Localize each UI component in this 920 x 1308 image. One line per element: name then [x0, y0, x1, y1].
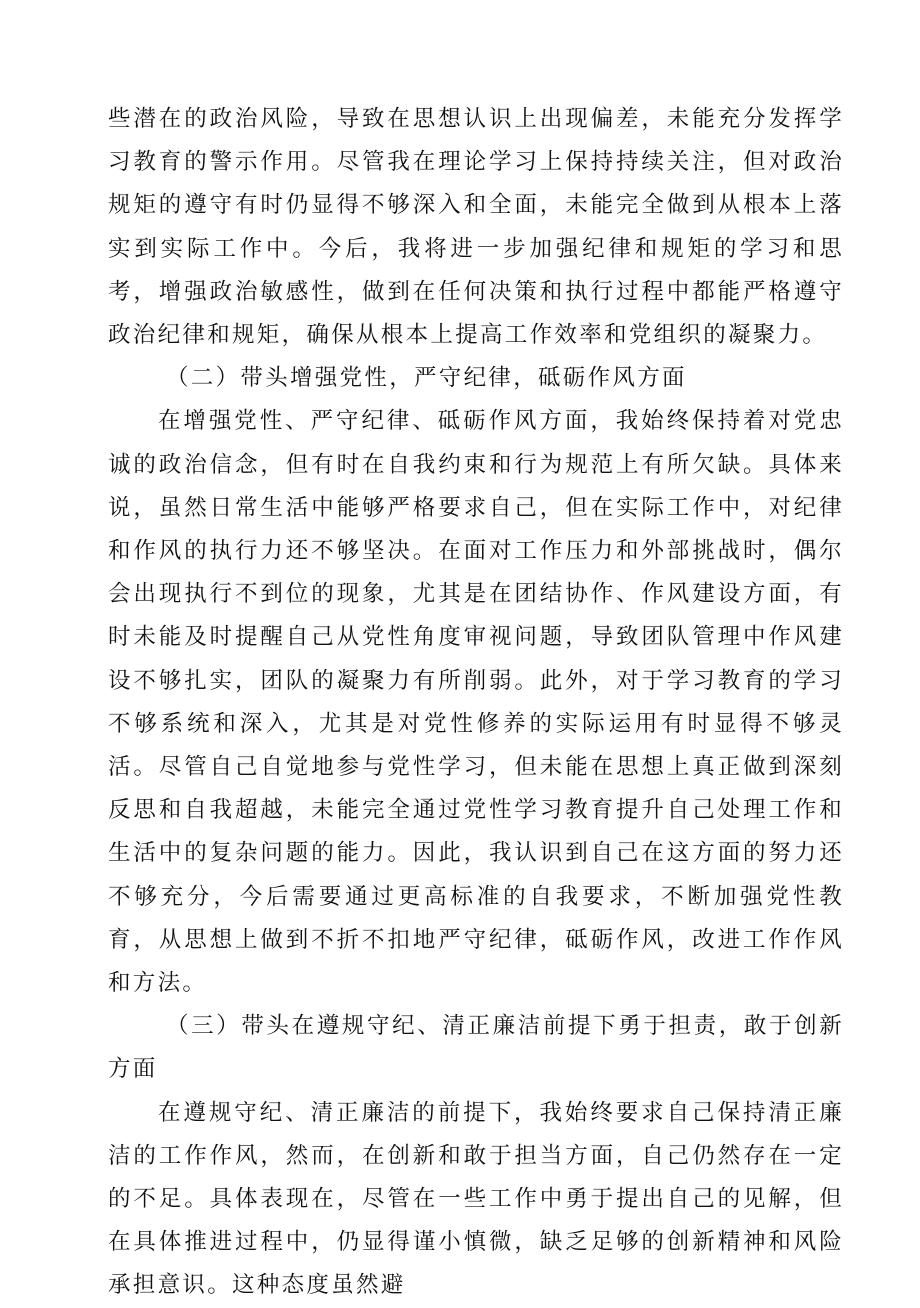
document-page: [108, 98, 844, 1308]
section-heading-3: （三）带头在遵规守纪、清正廉洁前提下勇于担责，敢于创新方面: [108, 1013, 844, 1083]
paragraph-political-risk: 些潜在的政治风险，导致在思想认识上出现偏差，未能充分发挥学习教育的警示作用。尽管我在理论学习上保持持续关注，但对政治规矩的遵守有时仍显得不够深入和全面，未能完全做到从根本上落实到实际工作中。今后，我将进一步加强纪律和规矩的学习和思考，增强政治敏感性，做到在任何决策和执行过程中都能严格遵守政治纪律和规矩，确保从根本上提高工作效率和党组织的凝聚力。: [108, 106, 844, 349]
paragraph-party-spirit: 在增强党性、严守纪律、砥砺作风方面，我始终保持着对党忠诚的政治信念，但有时在自我约束和行为规范上有所欠缺。具体来说，虽然日常生活中能够严格要求自己，但在实际工作中，对纪律和作风的执行力还不够坚决。在面对工作压力和外部挑战时，偶尔会出现执行不到位的现象，尤其是在团结协作、作风建设方面，有时未能及时提醒自己从党性角度审视问题，导致团队管理中作风建设不够扎实，团队的凝聚力有所削弱。此外，对于学习教育的学习不够系统和深入，尤其是对党性修养的实际运用有时显得不够灵活。尽管自己自觉地参与党性学习，但未能在思想上真正做到深刻反思和自我超越，未能完全通过党性学习教育提升自己处理工作和生活中的复杂问题的能力。因此，我认识到自己在这方面的努力还不够充分，今后需要通过更高标准的自我要求，不断加强党性教育，从思想上做到不折不扣地严守纪律，砥砺作风，改进工作作风和方法。: [108, 408, 844, 997]
paragraph-integrity-innovation: 在遵规守纪、清正廉洁的前提下，我始终要求自己保持清正廉洁的工作作风，然而，在创新和敢于担当方面，自己仍然存在一定的不足。具体表现在，尽管在一些工作中勇于提出自己的见解，但在具体推进过程中，仍显得谨小慎微，缺乏足够的创新精神和风险承担意识。这种态度虽然避: [108, 1099, 844, 1299]
section-heading-2: （二）带头增强党性，严守纪律，砥砺作风方面: [166, 365, 687, 392]
